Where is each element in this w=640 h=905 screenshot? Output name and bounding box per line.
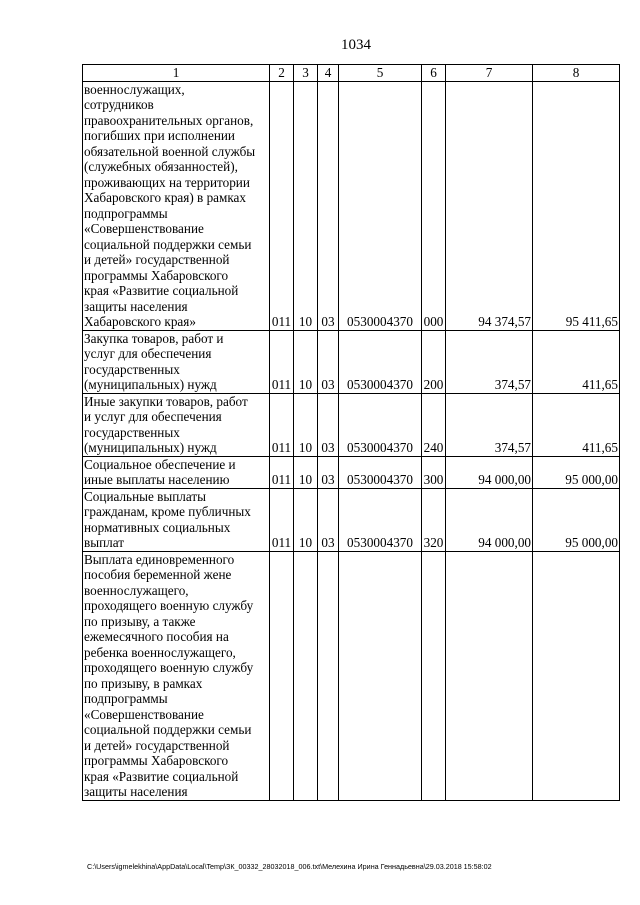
target-article-cell: 0530004370 bbox=[339, 456, 422, 488]
expense-type-cell: 200 bbox=[422, 330, 446, 393]
ministry-code-cell: 011 bbox=[270, 393, 294, 456]
row-name-line: сотрудников bbox=[84, 97, 154, 112]
section-code-cell bbox=[294, 551, 318, 800]
amount-2019-cell: 94 000,00 bbox=[446, 456, 533, 488]
subsection-code-cell: 03 bbox=[318, 456, 339, 488]
table-row bbox=[83, 81, 620, 330]
subsection-code-cell: 03 bbox=[318, 488, 339, 551]
row-name-line: (служебных обязанностей), bbox=[84, 159, 238, 174]
row-name-line: нормативных социальных bbox=[84, 519, 231, 535]
row-name-line: ежемесячного пособия на bbox=[84, 629, 229, 644]
subsection-code-cell: 03 bbox=[318, 393, 339, 456]
row-name-line: (муниципальных) нужд bbox=[84, 440, 217, 455]
table-row bbox=[83, 393, 620, 456]
subsection-code-cell: 03 bbox=[318, 81, 339, 330]
row-name-line: края «Развитие социальной bbox=[84, 768, 239, 784]
row-name-cell bbox=[83, 393, 270, 456]
row-name-line: пособия беременной жене bbox=[84, 567, 232, 582]
target-article-cell: 0530004370 bbox=[339, 488, 422, 551]
row-name-cell bbox=[83, 488, 270, 551]
row-name-line: иные выплаты населению bbox=[84, 472, 230, 487]
row-name-line: подпрограммы bbox=[84, 205, 168, 221]
section-code-cell: 10 bbox=[294, 330, 318, 393]
header-cell: 8 bbox=[533, 65, 620, 82]
ministry-code-cell: 011 bbox=[270, 81, 294, 330]
amount-2019-cell: 374,57 bbox=[446, 330, 533, 393]
target-article-cell bbox=[339, 551, 422, 800]
row-name-line: военнослужащего, bbox=[84, 582, 189, 598]
row-name-line: Выплата единовременного bbox=[84, 551, 235, 567]
header-cell: 5 bbox=[339, 65, 422, 82]
ministry-code-cell: 011 bbox=[270, 330, 294, 393]
section-code-cell: 10 bbox=[294, 393, 318, 456]
file-path-footer: C:\Users\igmelekhina\AppData\Local\Temp\ЗК_00332_28032018_006.txt\Мелехина Ирина Геннадьевна\29.03.2018 15:58:02 bbox=[87, 862, 492, 871]
expense-type-cell: 000 bbox=[422, 81, 446, 330]
expense-type-cell bbox=[422, 551, 446, 800]
row-name-line: Хабаровского края» bbox=[84, 314, 196, 329]
row-name-line: Социальное обеспечение и bbox=[84, 456, 236, 472]
row-name-line: выплат bbox=[84, 535, 125, 550]
row-name-line: программы Хабаровского bbox=[84, 753, 229, 768]
row-name-line: военнослужащих, bbox=[84, 81, 185, 97]
row-name-cell bbox=[83, 456, 270, 488]
row-name-cell bbox=[83, 330, 270, 393]
budget-table bbox=[82, 64, 620, 801]
amount-2019-cell: 94 374,57 bbox=[446, 81, 533, 330]
amount-2019-cell: 94 000,00 bbox=[446, 488, 533, 551]
row-name-line: государственных bbox=[84, 424, 180, 440]
row-name-line: проходящего военную службу bbox=[84, 660, 254, 675]
section-code-cell: 10 bbox=[294, 81, 318, 330]
amount-2019-cell: 374,57 bbox=[446, 393, 533, 456]
header-cell: 4 bbox=[318, 65, 339, 82]
row-name-line: Хабаровского края) в рамках bbox=[84, 190, 247, 205]
row-name-line: (муниципальных) нужд bbox=[84, 377, 217, 392]
row-name-line: и услуг для обеспечения bbox=[84, 409, 222, 424]
expense-type-cell: 240 bbox=[422, 393, 446, 456]
row-name-line: края «Развитие социальной bbox=[84, 283, 239, 298]
amount-2020-cell: 95 000,00 bbox=[533, 488, 620, 551]
row-name-line: подпрограммы bbox=[84, 691, 168, 706]
target-article-cell: 0530004370 bbox=[339, 330, 422, 393]
subsection-code-cell bbox=[318, 551, 339, 800]
table-row bbox=[83, 456, 620, 488]
amount-2020-cell: 411,65 bbox=[533, 393, 620, 456]
row-name-line: «Совершенствование bbox=[84, 706, 204, 722]
row-name-line: защиты населения bbox=[84, 298, 188, 314]
row-name-line: Иные закупки товаров, работ bbox=[84, 393, 248, 409]
row-name-line: программы Хабаровского bbox=[84, 267, 229, 283]
header-cell: 2 bbox=[270, 65, 294, 82]
row-name-line: и детей» государственной bbox=[84, 252, 230, 267]
header-cell: 1 bbox=[83, 65, 270, 82]
row-name-line: социальной поддержки семьи bbox=[84, 722, 252, 737]
row-name-line: по призыву, в рамках bbox=[84, 675, 203, 691]
target-article-cell: 0530004370 bbox=[339, 81, 422, 330]
row-name-line: и детей» государственной bbox=[84, 737, 230, 753]
row-name-line: государственных bbox=[84, 361, 180, 377]
header-cell: 6 bbox=[422, 65, 446, 82]
header-cell: 7 bbox=[446, 65, 533, 82]
row-name-line: ребенка военнослужащего, bbox=[84, 644, 236, 660]
table-row bbox=[83, 551, 620, 800]
row-name-line: погибших при исполнении bbox=[84, 128, 235, 143]
row-name-line: Закупка товаров, работ и bbox=[84, 330, 224, 346]
ministry-code-cell: 011 bbox=[270, 488, 294, 551]
amount-2019-cell bbox=[446, 551, 533, 800]
page-number: 1034 bbox=[341, 37, 371, 53]
header-cell: 3 bbox=[294, 65, 318, 82]
amount-2020-cell bbox=[533, 551, 620, 800]
amount-2020-cell: 411,65 bbox=[533, 330, 620, 393]
row-name-line: «Совершенствование bbox=[84, 221, 204, 236]
section-code-cell: 10 bbox=[294, 456, 318, 488]
subsection-code-cell: 03 bbox=[318, 330, 339, 393]
table-row bbox=[83, 488, 620, 551]
section-code-cell: 10 bbox=[294, 488, 318, 551]
table-header-row bbox=[83, 65, 620, 82]
row-name-line: по призыву, а также bbox=[84, 613, 196, 629]
amount-2020-cell: 95 000,00 bbox=[533, 456, 620, 488]
amount-2020-cell: 95 411,65 bbox=[533, 81, 620, 330]
row-name-line: Социальные выплаты bbox=[84, 488, 206, 504]
expense-type-cell: 320 bbox=[422, 488, 446, 551]
ministry-code-cell bbox=[270, 551, 294, 800]
row-name-cell bbox=[83, 81, 270, 330]
row-name-line: услуг для обеспечения bbox=[84, 346, 212, 361]
table-row bbox=[83, 330, 620, 393]
row-name-line: проживающих на территории bbox=[84, 174, 250, 190]
row-name-line: гражданам, кроме публичных bbox=[84, 504, 251, 519]
row-name-line: социальной поддержки семьи bbox=[84, 236, 252, 252]
target-article-cell: 0530004370 bbox=[339, 393, 422, 456]
ministry-code-cell: 011 bbox=[270, 456, 294, 488]
row-name-line: проходящего военную службу bbox=[84, 598, 254, 613]
row-name-cell bbox=[83, 551, 270, 800]
expense-type-cell: 300 bbox=[422, 456, 446, 488]
row-name-line: правоохранительных органов, bbox=[84, 112, 254, 128]
row-name-line: защиты населения bbox=[84, 784, 188, 799]
row-name-line: обязательной военной службы bbox=[84, 143, 256, 159]
